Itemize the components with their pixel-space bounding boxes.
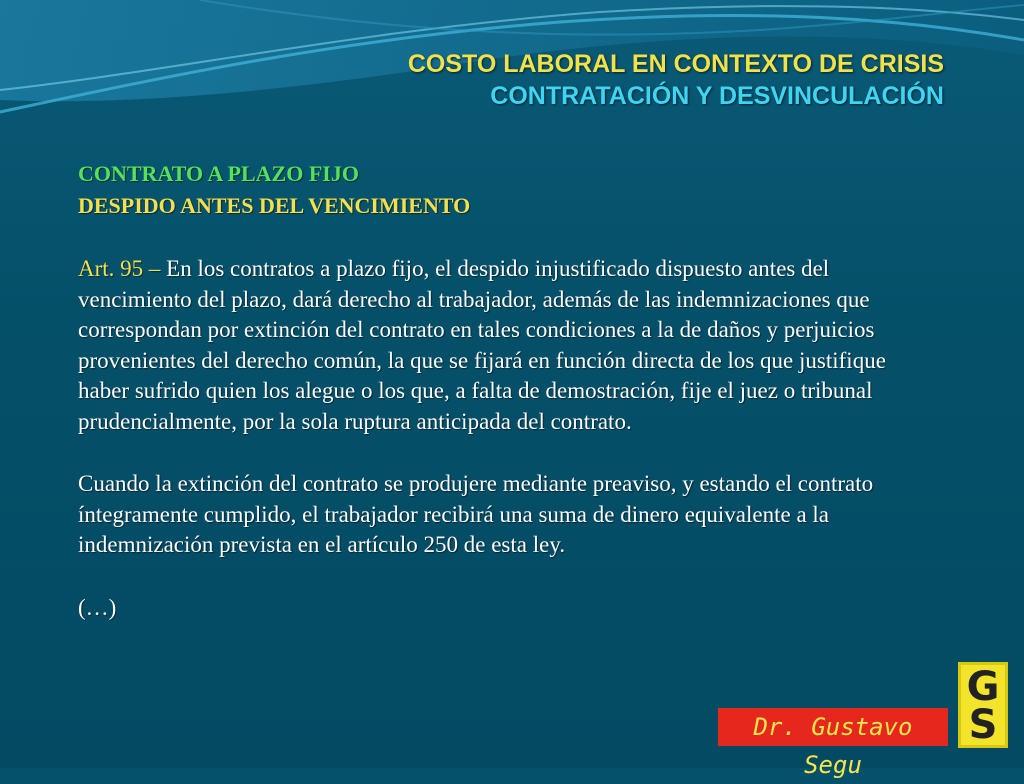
logo-letter-s: S [968,702,998,748]
gs-logo [958,662,1008,748]
slide-title [408,48,944,112]
slide-content [78,158,938,623]
paragraph-preaviso: Cuando la extinción del contrato se produjere mediante preaviso, y estando el contrato íntegramente cumplido, el trabajador recibirá una suma de dinero equivalente a la indemnización prevista en el artículo 250 de esta ley. [78,471,874,557]
paragraph-article [78,254,938,437]
title-line-2: CONTRATACIÓN Y DESVINCULACIÓN [490,82,944,110]
heading-contrato: CONTRATO A PLAZO FIJO [78,161,359,186]
article-label: Art. 95 – [78,256,161,281]
logo-letter-g: G [966,664,1000,710]
title-line-1: COSTO LABORAL EN CONTEXTO DE CRISIS [407,50,944,78]
author-signature: Dr. Gustavo Segu [718,708,948,746]
article-text: En los contratos a plazo fijo, el despido injustificado dispuesto antes del vencimiento del plazo, dará derecho al trabajador, además de las indemnizaciones que correspondan por extinción del contrato en tales condiciones a la de daños y perjuicios provenientes del derecho común, la que se fijará en función directa de los que justifique haber sufrido quien los alegue o los que, a falta de demostración, fije el juez o tribunal prudencialmente, por la sola ruptura anticipada del contrato. [78,256,886,434]
heading-despido: DESPIDO ANTES DEL VENCIMIENTO [78,193,471,218]
ellipsis-text: (…) [78,594,117,620]
